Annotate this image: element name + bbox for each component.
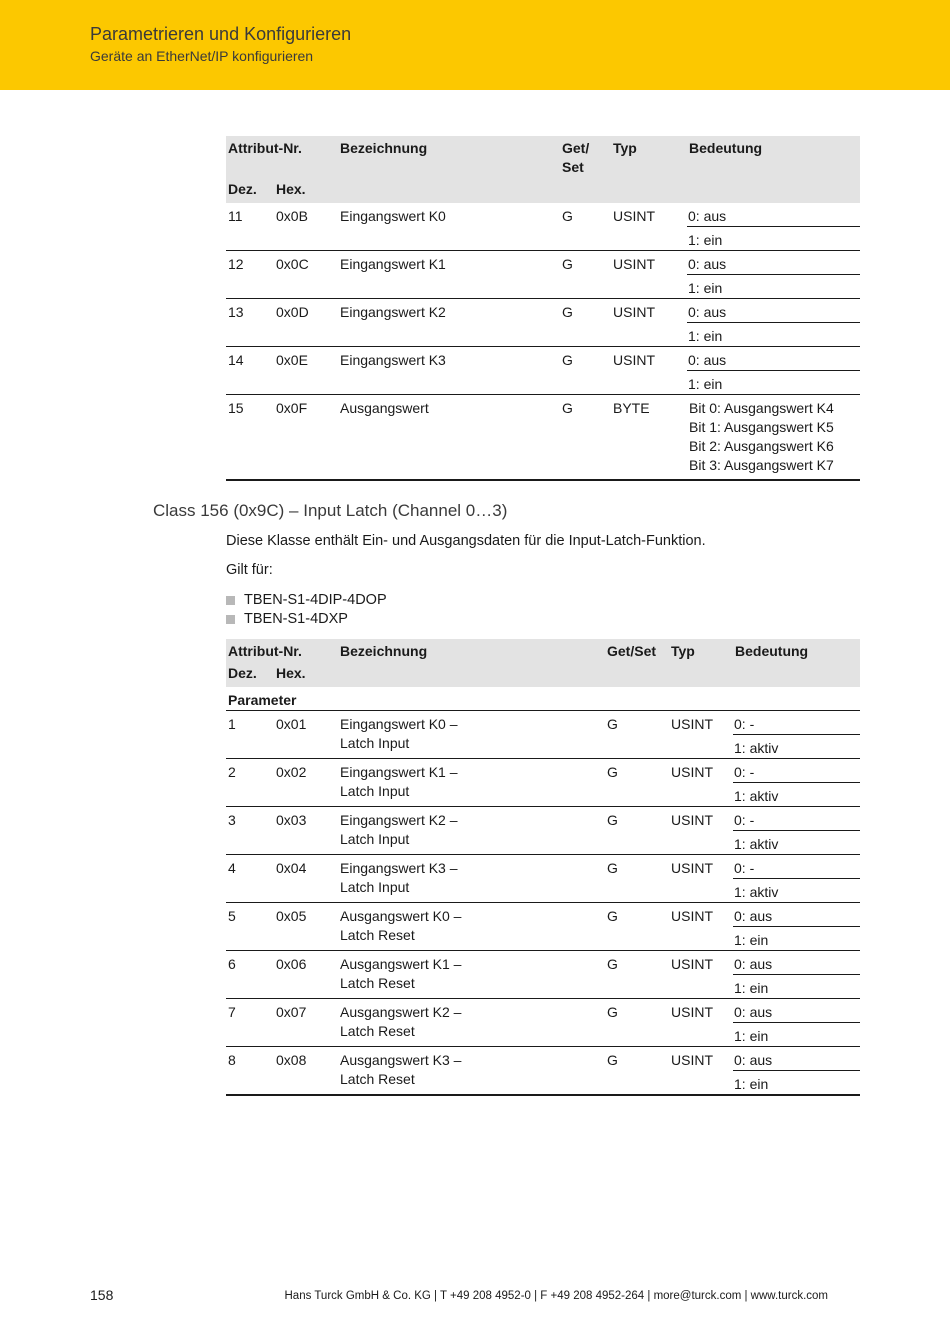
getset-cell: G bbox=[560, 299, 611, 347]
attr-dez-cell: 7 bbox=[226, 999, 274, 1047]
bedeutung-cell: 0: aus bbox=[733, 903, 860, 927]
bedeutung-cell: 0: - bbox=[733, 711, 860, 735]
attr-hex-cell: 0x04 bbox=[274, 855, 338, 903]
typ-cell: USINT bbox=[669, 759, 733, 807]
bezeichnung-cell: Eingangswert K0 bbox=[340, 208, 446, 224]
getset-cell: G bbox=[560, 395, 611, 481]
bedeutung-cell: 1: ein bbox=[734, 1076, 769, 1092]
table-row bbox=[226, 855, 860, 879]
section-heading: Class 156 (0x9C) – Input Latch (Channel 0…3) bbox=[153, 501, 508, 520]
bezeichnung-cell: Ausgangswert K2 – Latch Reset bbox=[338, 999, 605, 1047]
bedeutung-cell: 1: ein bbox=[687, 323, 860, 347]
bedeutung-cell: 1: aktiv bbox=[733, 735, 860, 759]
bezeichnung-cell: Eingangswert K3 – Latch Input bbox=[338, 855, 605, 903]
bedeutung-cell: Bit 0: Ausgangswert K4 Bit 1: Ausgangswert K5 Bit 2: Ausgangswert K6 Bit 3: Ausgangswert K7 bbox=[687, 395, 860, 481]
header-typ: Typ bbox=[669, 639, 733, 661]
bezeichnung-cell: Eingangswert K1 bbox=[338, 251, 560, 299]
bedeutung-cell: 1: ein bbox=[687, 371, 860, 395]
header-bezeichnung: Bezeichnung bbox=[338, 639, 605, 661]
bezeichnung-cell: Ausgangswert K0 – Latch Reset bbox=[338, 903, 605, 951]
bedeutung-cell: 0: aus bbox=[687, 347, 860, 371]
section-description: Diese Klasse enthält Ein- und Ausgangsdaten für die Input-Latch-Funktion. bbox=[226, 533, 706, 549]
header-hex: Hex. bbox=[274, 661, 338, 687]
bedeutung-cell: 0: aus bbox=[733, 1047, 860, 1071]
typ-cell: USINT bbox=[669, 1047, 733, 1096]
square-bullet-icon bbox=[226, 596, 235, 605]
table-row bbox=[226, 807, 860, 831]
table-bottom-rule bbox=[226, 1095, 860, 1096]
header-band bbox=[0, 0, 950, 90]
chapter-title: Parametrieren und Konfigurieren bbox=[90, 24, 352, 44]
attr-hex-cell: 0x03 bbox=[274, 807, 338, 855]
attr-hex-cell: 0x0B bbox=[276, 208, 308, 224]
bedeutung-cell: 1: ein bbox=[733, 975, 860, 999]
table-row bbox=[226, 251, 860, 275]
page-number: 158 bbox=[90, 1287, 114, 1303]
attr-hex-cell: 0x0E bbox=[274, 347, 338, 395]
attr-dez-cell: 15 bbox=[226, 395, 274, 481]
bezeichnung-cell: Eingangswert K3 bbox=[338, 347, 560, 395]
typ-cell: USINT bbox=[611, 251, 687, 299]
device-list bbox=[226, 591, 387, 629]
header-typ: Typ bbox=[611, 136, 687, 177]
typ-cell: USINT bbox=[669, 807, 733, 855]
bezeichnung-cell: Eingangswert K2 bbox=[338, 299, 560, 347]
table-header-row bbox=[226, 136, 860, 177]
typ-cell: USINT bbox=[669, 999, 733, 1047]
header-bedeutung: Bedeutung bbox=[733, 639, 860, 661]
attr-dez-cell: 2 bbox=[226, 759, 274, 807]
typ-cell: USINT bbox=[669, 903, 733, 951]
table-row bbox=[226, 347, 860, 371]
table-row bbox=[226, 1047, 860, 1071]
table-bottom-rule bbox=[226, 480, 860, 481]
typ-cell: USINT bbox=[611, 347, 687, 395]
table-row bbox=[226, 203, 860, 227]
table-row bbox=[226, 903, 860, 927]
attr-dez-cell: 3 bbox=[226, 807, 274, 855]
attr-hex-cell: 0x07 bbox=[274, 999, 338, 1047]
bedeutung-cell: 0: - bbox=[733, 807, 860, 831]
attr-hex-cell: 0x0C bbox=[274, 251, 338, 299]
table-row bbox=[226, 759, 860, 783]
bedeutung-cell: 1: ein bbox=[687, 227, 860, 251]
header-bedeutung: Bedeutung bbox=[687, 136, 860, 177]
square-bullet-icon bbox=[226, 615, 235, 624]
attr-dez-cell: 11 bbox=[228, 208, 243, 224]
bedeutung-cell: 1: aktiv bbox=[733, 783, 860, 807]
typ-cell: USINT bbox=[669, 855, 733, 903]
bedeutung-cell: 1: ein bbox=[687, 275, 860, 299]
table-header-row bbox=[226, 639, 860, 661]
typ-cell: BYTE bbox=[611, 395, 687, 481]
bedeutung-cell: 0: - bbox=[733, 855, 860, 879]
bezeichnung-cell: Eingangswert K0 – Latch Input bbox=[338, 711, 605, 759]
bedeutung-cell: 0: aus bbox=[687, 299, 860, 323]
attr-hex-cell: 0x01 bbox=[274, 711, 338, 759]
bezeichnung-cell: Ausgangswert K3 – Latch Reset bbox=[338, 1047, 605, 1096]
getset-cell: G bbox=[605, 951, 669, 999]
bezeichnung-cell: Eingangswert K2 – Latch Input bbox=[338, 807, 605, 855]
getset-cell: G bbox=[605, 1047, 669, 1096]
bedeutung-cell: 0: aus bbox=[733, 999, 860, 1023]
header-bezeichnung: Bezeichnung bbox=[338, 136, 560, 177]
typ-cell: USINT bbox=[669, 711, 733, 759]
getset-cell: G bbox=[562, 208, 573, 224]
typ-cell: USINT bbox=[611, 299, 687, 347]
table-row bbox=[226, 999, 860, 1023]
bedeutung-cell: 1: ein bbox=[733, 1023, 860, 1047]
attr-dez-cell: 5 bbox=[226, 903, 274, 951]
attr-hex-cell: 0x08 bbox=[274, 1047, 338, 1096]
bezeichnung-cell: Eingangswert K1 – Latch Input bbox=[338, 759, 605, 807]
attribute-table-2 bbox=[226, 639, 860, 1096]
getset-cell: G bbox=[560, 347, 611, 395]
getset-cell: G bbox=[605, 999, 669, 1047]
getset-cell: G bbox=[605, 711, 669, 759]
table-subheader-row bbox=[226, 661, 860, 687]
header-attr-nr: Attribut-Nr. bbox=[226, 639, 338, 661]
header-hex: Hex. bbox=[274, 177, 338, 203]
header-getset: Get/ Set bbox=[560, 136, 611, 177]
parameter-label: Parameter bbox=[226, 687, 860, 711]
chapter-subtitle: Geräte an EtherNet/IP konfigurieren bbox=[90, 48, 314, 64]
typ-cell: USINT bbox=[669, 951, 733, 999]
list-item: TBEN-S1-4DIP-4DOP bbox=[226, 591, 387, 610]
header-attr-nr: Attribut-Nr. bbox=[226, 136, 338, 177]
header-dez: Dez. bbox=[226, 177, 274, 203]
typ-cell: USINT bbox=[613, 208, 655, 224]
bedeutung-cell: 1: aktiv bbox=[733, 879, 860, 903]
table-row bbox=[226, 711, 860, 735]
attr-hex-cell: 0x05 bbox=[274, 903, 338, 951]
table-row bbox=[226, 395, 860, 481]
getset-cell: G bbox=[560, 251, 611, 299]
getset-cell: G bbox=[605, 759, 669, 807]
header-getset: Get/Set bbox=[605, 639, 669, 661]
bezeichnung-cell: Ausgangswert K1 – Latch Reset bbox=[338, 951, 605, 999]
attr-dez-cell: 13 bbox=[226, 299, 274, 347]
bezeichnung-cell: Ausgangswert bbox=[338, 395, 560, 481]
applies-to-label: Gilt für: bbox=[226, 562, 273, 578]
parameter-group-row bbox=[226, 687, 860, 711]
table-row bbox=[226, 951, 860, 975]
getset-cell: G bbox=[605, 807, 669, 855]
table-row bbox=[226, 299, 860, 323]
bedeutung-cell: 0: aus bbox=[687, 251, 860, 275]
attr-dez-cell: 4 bbox=[226, 855, 274, 903]
getset-cell: G bbox=[605, 855, 669, 903]
bedeutung-cell: 1: ein bbox=[733, 927, 860, 951]
footer-contact: Hans Turck GmbH & Co. KG | T +49 208 4952-0 | F +49 208 4952-264 | more@turck.com | www.turck.com bbox=[284, 1290, 828, 1302]
bedeutung-cell: 0: aus bbox=[733, 951, 860, 975]
attr-dez-cell: 12 bbox=[226, 251, 274, 299]
bedeutung-cell: 0: - bbox=[733, 759, 860, 783]
list-item: TBEN-S1-4DXP bbox=[226, 610, 387, 629]
attr-dez-cell: 1 bbox=[226, 711, 274, 759]
table-subheader-row bbox=[226, 177, 860, 203]
attr-hex-cell: 0x0F bbox=[274, 395, 338, 481]
attr-hex-cell: 0x06 bbox=[274, 951, 338, 999]
bedeutung-cell: 1: aktiv bbox=[733, 831, 860, 855]
attr-hex-cell: 0x02 bbox=[274, 759, 338, 807]
attr-dez-cell: 14 bbox=[226, 347, 274, 395]
attr-hex-cell: 0x0D bbox=[274, 299, 338, 347]
bedeutung-cell: 0: aus bbox=[687, 203, 860, 227]
getset-cell: G bbox=[605, 903, 669, 951]
attribute-table-1 bbox=[226, 136, 860, 481]
attr-dez-cell: 8 bbox=[226, 1047, 274, 1096]
header-dez: Dez. bbox=[226, 661, 274, 687]
attr-dez-cell: 6 bbox=[226, 951, 274, 999]
